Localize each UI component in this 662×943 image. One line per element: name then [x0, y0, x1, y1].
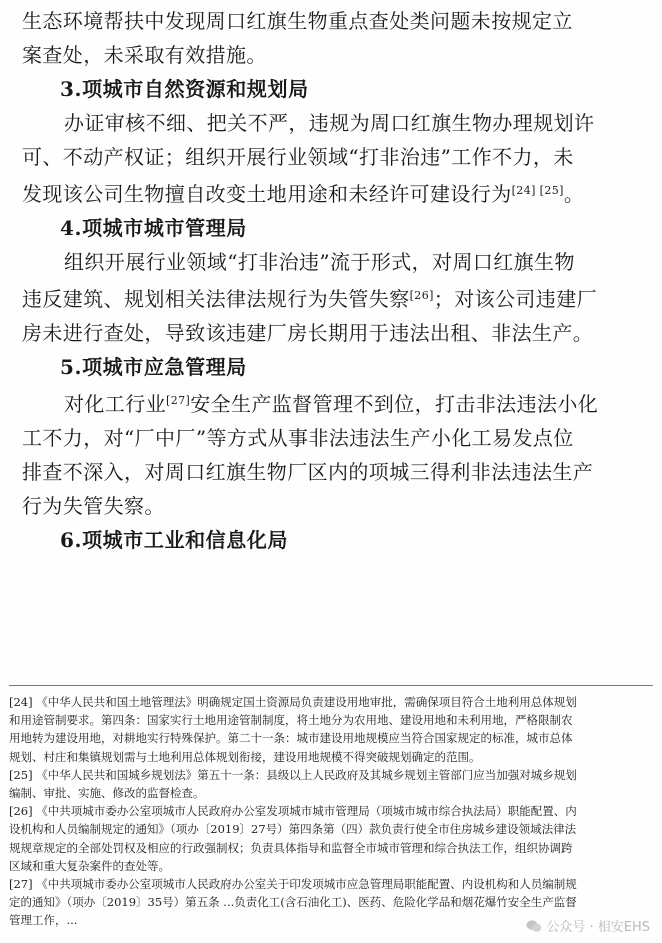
footnote-line: 编制、审批、实施、修改的监督检查。	[9, 786, 205, 801]
footnote-line: 管理工作，...	[9, 913, 78, 928]
footnote-line: [27] 《中共项城市委办公室项城市人民政府办公室关于印发项城市应急管理局职能配置、内设机构和人员编制规	[9, 877, 577, 892]
paragraph-line	[22, 174, 642, 211]
paragraph-line: 组织开展行业领域“打非治违”流于形式，对周口红旗生物	[64, 250, 575, 274]
paragraph-line: 办证审核不细、把关不严，违规为周口红旗生物办理规划许	[64, 111, 595, 135]
footnote-ref: [27]	[166, 394, 191, 407]
footnote-line: 定的通知》（项办〔2019〕35号）第五条 ...负责化工(含石油化工)、医药、危险化学品和烟花爆竹安全生产监督	[9, 895, 577, 910]
footnote-line: [25] 《中华人民共和国城乡规划法》第五十一条：县级以上人民政府及其城乡规划主管部门应当加强对城乡规划	[9, 767, 577, 782]
line-text: 违反建筑、规划相关法律法规行为失管失察	[22, 287, 410, 311]
paragraph-line: 可、不动产权证；组织开展行业领域“打非治违”工作不力，未	[22, 145, 574, 169]
paragraph-line: 生态环境帮扶中发现周口红旗生物重点查处类问题未按规定立	[22, 9, 573, 33]
section-heading: 5.项城市应急管理局	[60, 355, 247, 379]
footnote-line: 区域和重大复杂案件的查处等。	[9, 858, 170, 873]
footnotes	[9, 693, 657, 930]
paragraph-line	[22, 279, 642, 316]
paragraph-line: 房未进行查处，导致该违建厂房长期用于违法出租、非法生产。	[22, 321, 594, 345]
paragraph-line	[22, 384, 642, 421]
footnote-line: 规规章规定的全部处罚权及相应的行政强制权；负责具体指导和监督全市城市管理和综合执法工作，组织协调跨	[9, 840, 573, 855]
footnote-line: [24] 《中华人民共和国土地管理法》明确规定国土资源局负责建设用地审批，需确保项目符合土地利用总体规划	[9, 695, 577, 709]
wechat-icon	[526, 919, 542, 933]
watermark	[526, 916, 650, 935]
line-text: 安全生产监督管理不到位，打击非法违法小化	[190, 392, 599, 416]
footnote-divider	[9, 685, 653, 686]
footnote-line: [26] 《中共项城市委办公室项城市人民政府办公室发项城市城市管理局（项城市城市综合执法局）职能配置、内	[9, 804, 577, 819]
watermark-text: 公众号 · 相安EHS	[546, 920, 650, 935]
footnote-line: 用地转为建设用地，对耕地实行特殊保护。第二十一条：城市建设用地规模应当符合国家规定的标准，城市总体	[9, 731, 573, 746]
section-heading: 6.项城市工业和信息化局	[60, 528, 289, 552]
paragraph-line: 排查不深入，对周口红旗生物厂区内的项城三得利非法违法生产	[22, 460, 594, 484]
section-heading: 4.项城市城市管理局	[60, 216, 247, 240]
footnote-line: 设机构和人员编制规定的通知》（项办〔2019〕27号）第四条第（四）款负责行使全市住房城乡建设领域法律法	[9, 822, 577, 837]
paragraph-line: 行为失管失察。	[22, 494, 165, 518]
section-heading: 3.项城市自然资源和规划局	[60, 77, 309, 101]
footnote-ref: [24] [25]	[511, 184, 564, 197]
paragraph-line: 案查处，未采取有效措施。	[22, 43, 267, 67]
line-text: 。	[563, 182, 585, 206]
line-text: ；对该公司违建厂	[433, 287, 597, 311]
footnote-line: 和用途管制要求。第四条：国家实行土地用途管制制度，将土地分为农用地、建设用地和未利用地，严格限制农	[9, 713, 573, 728]
footnote-ref: [26]	[409, 289, 434, 302]
line-text: 对化工行业	[64, 392, 166, 416]
main-text	[22, 4, 642, 557]
line-text: 发现该公司生物擅自改变土地用途和未经许可建设行为	[22, 182, 512, 206]
paragraph-line: 工不力，对“厂中厂”等方式从事非法违法生产小化工易发点位	[22, 426, 574, 450]
footnote-line: 规划、村庄和集镇规划需与土地利用总体规划衔接，建设用地规模不得突破规划确定的范围。	[9, 749, 481, 764]
